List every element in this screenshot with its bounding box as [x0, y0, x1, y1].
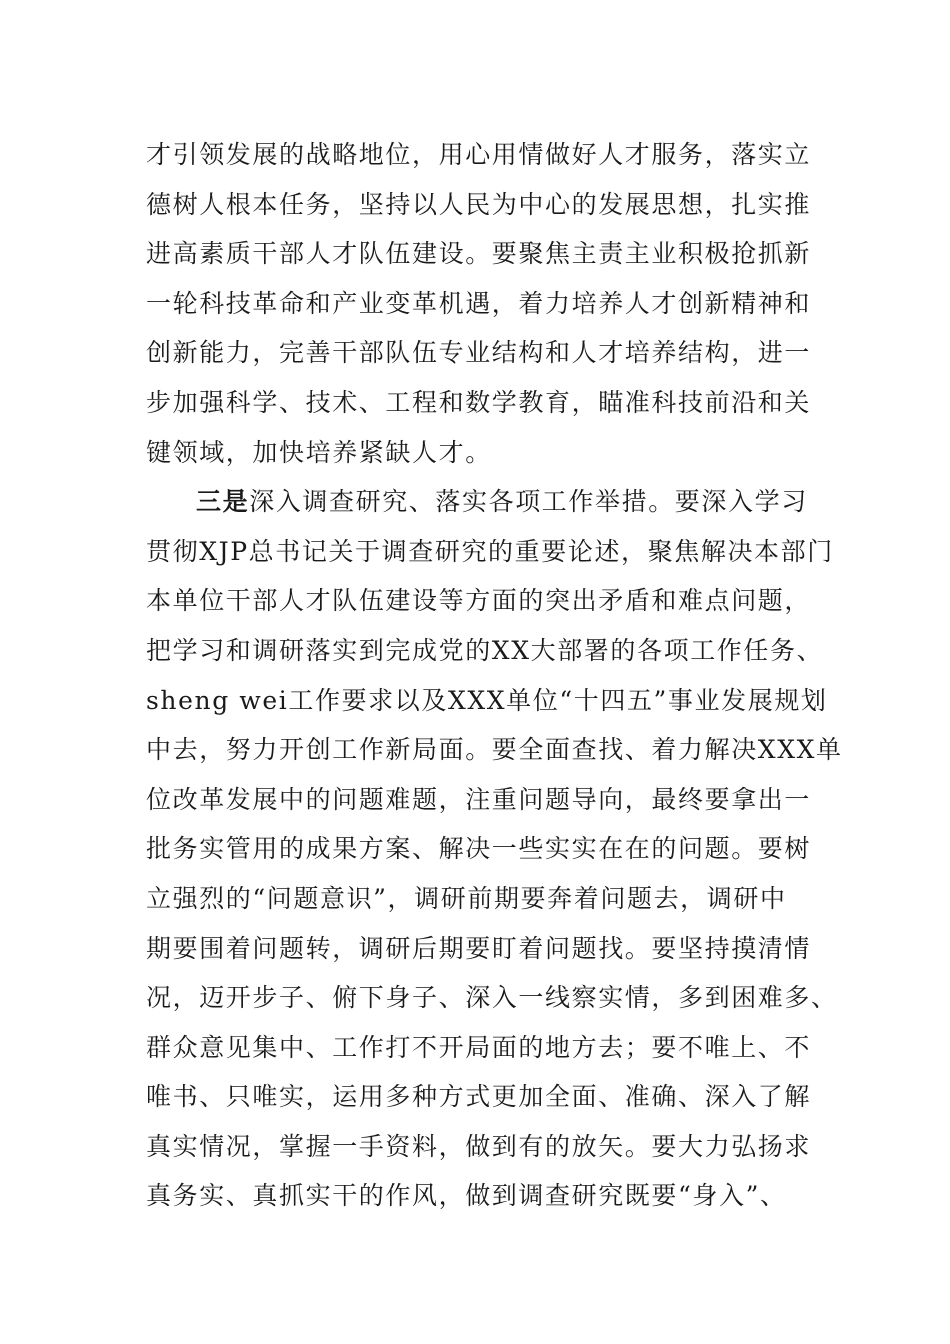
paragraph-1-line: 创新能力，完善干部队伍专业结构和人才培养结构，进一: [146, 338, 812, 368]
paragraph-2-line: 群众意见集中、工作打不开局面的地方去；要不唯上、不: [146, 1032, 812, 1062]
paragraph-2-first-line: [146, 477, 826, 527]
paragraph-1-line: 才引领发展的战略地位，用心用情做好人才服务，落实立: [146, 140, 812, 169]
paragraph-2-line: 把学习和调研落实到完成党的XX大部署的各项工作任务、: [146, 635, 824, 665]
paragraph-2-first-line-text: 深入调查研究、落实各项工作举措。要深入学习: [249, 487, 808, 517]
paragraph-2-line: 立强烈的“问题意识”，调研前期要奔着问题去，调研中: [146, 883, 787, 913]
paragraph-2-line: sheng wei工作要求以及XXX单位“十四五”事业发展规划: [146, 685, 828, 715]
paragraph-2-line: 况，迈开步子、俯下身子、深入一线察实情，多到困难多、: [146, 983, 838, 1013]
paragraph-2-line: 位改革发展中的问题难题，注重问题导向，最终要拿出一: [146, 784, 812, 814]
paragraph-2-line: 贯彻XJP总书记关于调查研究的重要论述，聚焦解决本部门: [146, 536, 834, 566]
paragraph-2-line: 批务实管用的成果方案、解决一些实实在在的问题。要树: [146, 834, 812, 864]
paragraph-2-lead: 三是: [196, 487, 250, 517]
paragraph-2-line: 本单位干部人才队伍建设等方面的突出矛盾和难点问题，: [146, 586, 812, 616]
paragraph-2-line: 真实情况，掌握一手资料，做到有的放矢。要大力弘扬求: [146, 1131, 812, 1161]
paragraph-2-line: 期要围着问题转，调研后期要盯着问题找。要坚持摸清情: [146, 933, 812, 963]
body-text: [146, 130, 843, 1221]
paragraph-1-line: 德树人根本任务，坚持以人民为中心的发展思想，扎实推: [146, 189, 812, 219]
paragraph-2-line: 中去，努力开创工作新局面。要全面查找、着力解决XXX单: [146, 735, 843, 765]
paragraph-1-line: 进高素质干部人才队伍建设。要聚焦主责主业积极抢抓新: [146, 239, 812, 269]
paragraph-1-line: 键领域，加快培养紧缺人才。: [146, 437, 492, 467]
paragraph-1-line: 一轮科技革命和产业变革机遇，着力培养人才创新精神和: [146, 288, 812, 318]
paragraph-1-line: 步加强科学、技术、工程和数学教育，瞄准科技前沿和关: [146, 387, 812, 417]
paragraph-2-line: 真务实、真抓实干的作风，做到调查研究既要“身入”、: [146, 1181, 787, 1211]
paragraph-2-line: 唯书、只唯实，运用多种方式更加全面、准确、深入了解: [146, 1082, 812, 1112]
